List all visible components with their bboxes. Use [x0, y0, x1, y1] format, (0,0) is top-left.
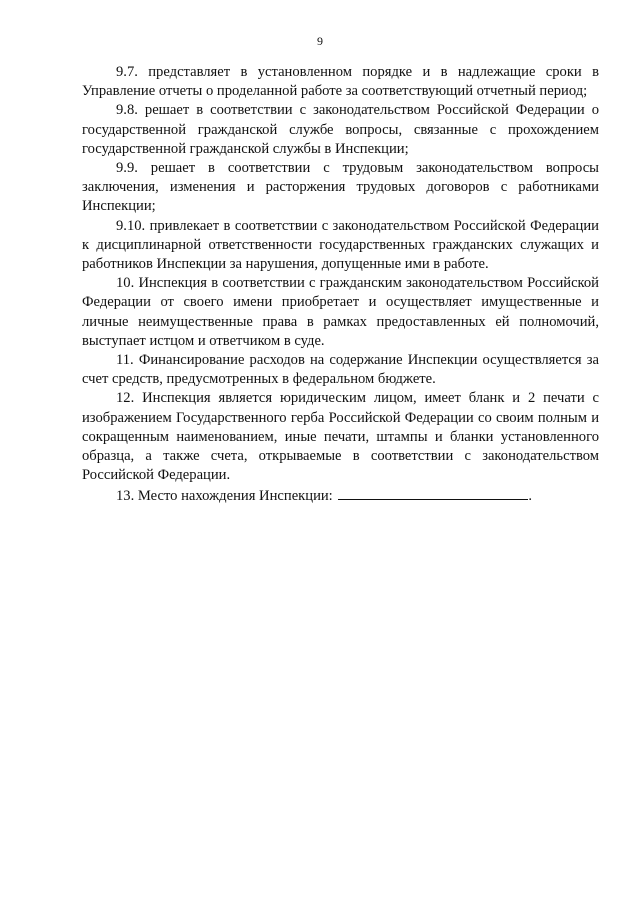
paragraph-10: 10. Инспекция в соответствии с гражданским законодательством Российской Федерации от своего имени приобретает и осуществляет имущественные и личные неимущественные права в рамках предоставленных ей полномочий, выступает истцом и ответчиком в суде.	[82, 275, 599, 349]
paragraph-9-7: 9.7. представляет в установленном порядке и в надлежащие сроки в Управление отчеты о проделанной работе за соответствующий отчетный период;	[82, 64, 599, 100]
paragraph-9-9: 9.9. решает в соответствии с трудовым законодательством вопросы заключения, изменения и расторжения трудовых договоров с работниками Инспекции;	[82, 160, 599, 215]
page-number: 9	[317, 34, 323, 48]
location-blank-line	[338, 485, 528, 500]
paragraph-13-location	[82, 485, 599, 506]
paragraph-9-10: 9.10. привлекает в соответствии с законодательством Российской Федерации к дисциплинарной ответственности государственных гражданских служащих и работников Инспекции за нарушения, допущенные ими в работе.	[82, 217, 599, 273]
location-end: .	[528, 488, 533, 505]
paragraph-9-8: 9.8. решает в соответствии с законодательством Российской Федерации о государственной гражданской службе вопросы, связанные с прохождением государственной гражданской службы в Инспекции;	[82, 102, 599, 157]
paragraph-11: 11. Финансирование расходов на содержание Инспекции осуществляется за счет средств, предусмотренных в федеральном бюджете.	[82, 352, 599, 388]
location-label: 13. Место нахождения Инспекции:	[116, 488, 333, 505]
document-body	[82, 63, 599, 507]
paragraph-12: 12. Инспекция является юридическим лицом, имеет бланк и 2 печати с изображением Государственного герба Российской Федерации со своим полным и сокращенным наименованием, иные печати, штампы и бланки установленного образца, а также счета, открываемые в соответствии с законодательством Российской Федерации.	[82, 390, 599, 484]
